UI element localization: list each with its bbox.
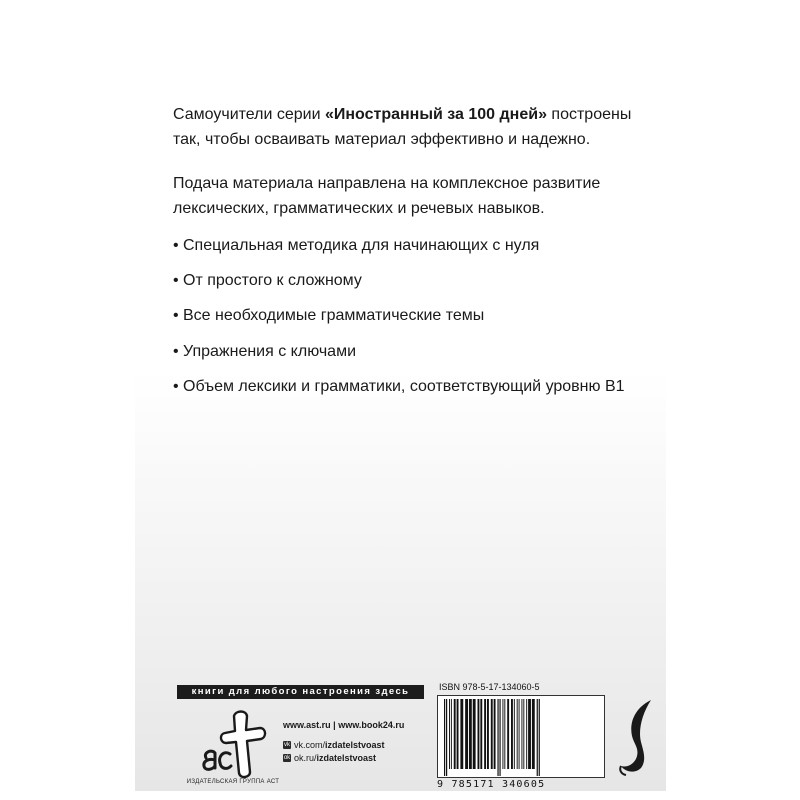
social-link-handle: izdatelstvoast bbox=[316, 753, 377, 763]
book-back-cover bbox=[135, 66, 666, 791]
intro-text: Самоучители серии bbox=[173, 106, 325, 123]
bullet-icon: • bbox=[173, 343, 179, 360]
barcode bbox=[437, 695, 605, 778]
feature-text: Специальная методика для начинающих с нуля bbox=[183, 237, 540, 254]
feature-list-item bbox=[173, 342, 356, 362]
feature-list-item bbox=[173, 271, 362, 291]
isbn-number: ISBN 978-5-17-134060-5 bbox=[439, 682, 540, 692]
ast-logo-icon bbox=[190, 706, 270, 782]
social-link-handle: izdatelstvoast bbox=[325, 740, 385, 750]
feature-text: От простого к сложному bbox=[183, 272, 362, 289]
bullet-icon: • bbox=[173, 307, 179, 324]
feature-list-item bbox=[173, 306, 484, 326]
social-link-prefix: ok.ru/ bbox=[294, 753, 317, 763]
bullet-icon: • bbox=[173, 378, 179, 395]
barcode-bars bbox=[438, 696, 604, 777]
intro-paragraph-2: Подача материала направлена на комплексное развитие лексических, грамматических и речевых навыков. bbox=[173, 175, 601, 217]
quill-logo-icon bbox=[615, 698, 657, 778]
social-link-prefix: vk.com/ bbox=[294, 740, 326, 750]
feature-list-item bbox=[173, 236, 539, 256]
publisher-caption: ИЗДАТЕЛЬСКАЯ ГРУППА АСТ bbox=[186, 779, 280, 785]
feature-text: Упражнения с ключами bbox=[183, 343, 357, 360]
bullet-icon: • bbox=[173, 272, 179, 289]
vk-icon: vk bbox=[284, 742, 290, 748]
feature-text: Все необходимые грамматические темы bbox=[183, 307, 485, 324]
social-link-ok[interactable] bbox=[283, 753, 404, 763]
barcode-digits: 9 785171 340605 bbox=[437, 779, 546, 790]
publisher-links bbox=[283, 720, 404, 763]
feature-list-item bbox=[173, 377, 625, 397]
ok-icon: ok bbox=[283, 755, 291, 761]
intro-text-continued: построены так, чтобы осваивать материал эффективно и надежно. bbox=[173, 106, 632, 148]
slogan-bar: книги для любого настроения здесь bbox=[177, 685, 424, 699]
website-links[interactable]: www.ast.ru | www.book24.ru bbox=[283, 720, 405, 730]
bullet-icon: • bbox=[173, 237, 179, 254]
feature-text: Объем лексики и грамматики, соответствующий уровню B1 bbox=[183, 378, 625, 395]
social-link-vk[interactable] bbox=[283, 740, 404, 750]
intro-paragraph-1 bbox=[173, 102, 633, 152]
series-title: «Иностранный за 100 дней» bbox=[324, 106, 547, 123]
